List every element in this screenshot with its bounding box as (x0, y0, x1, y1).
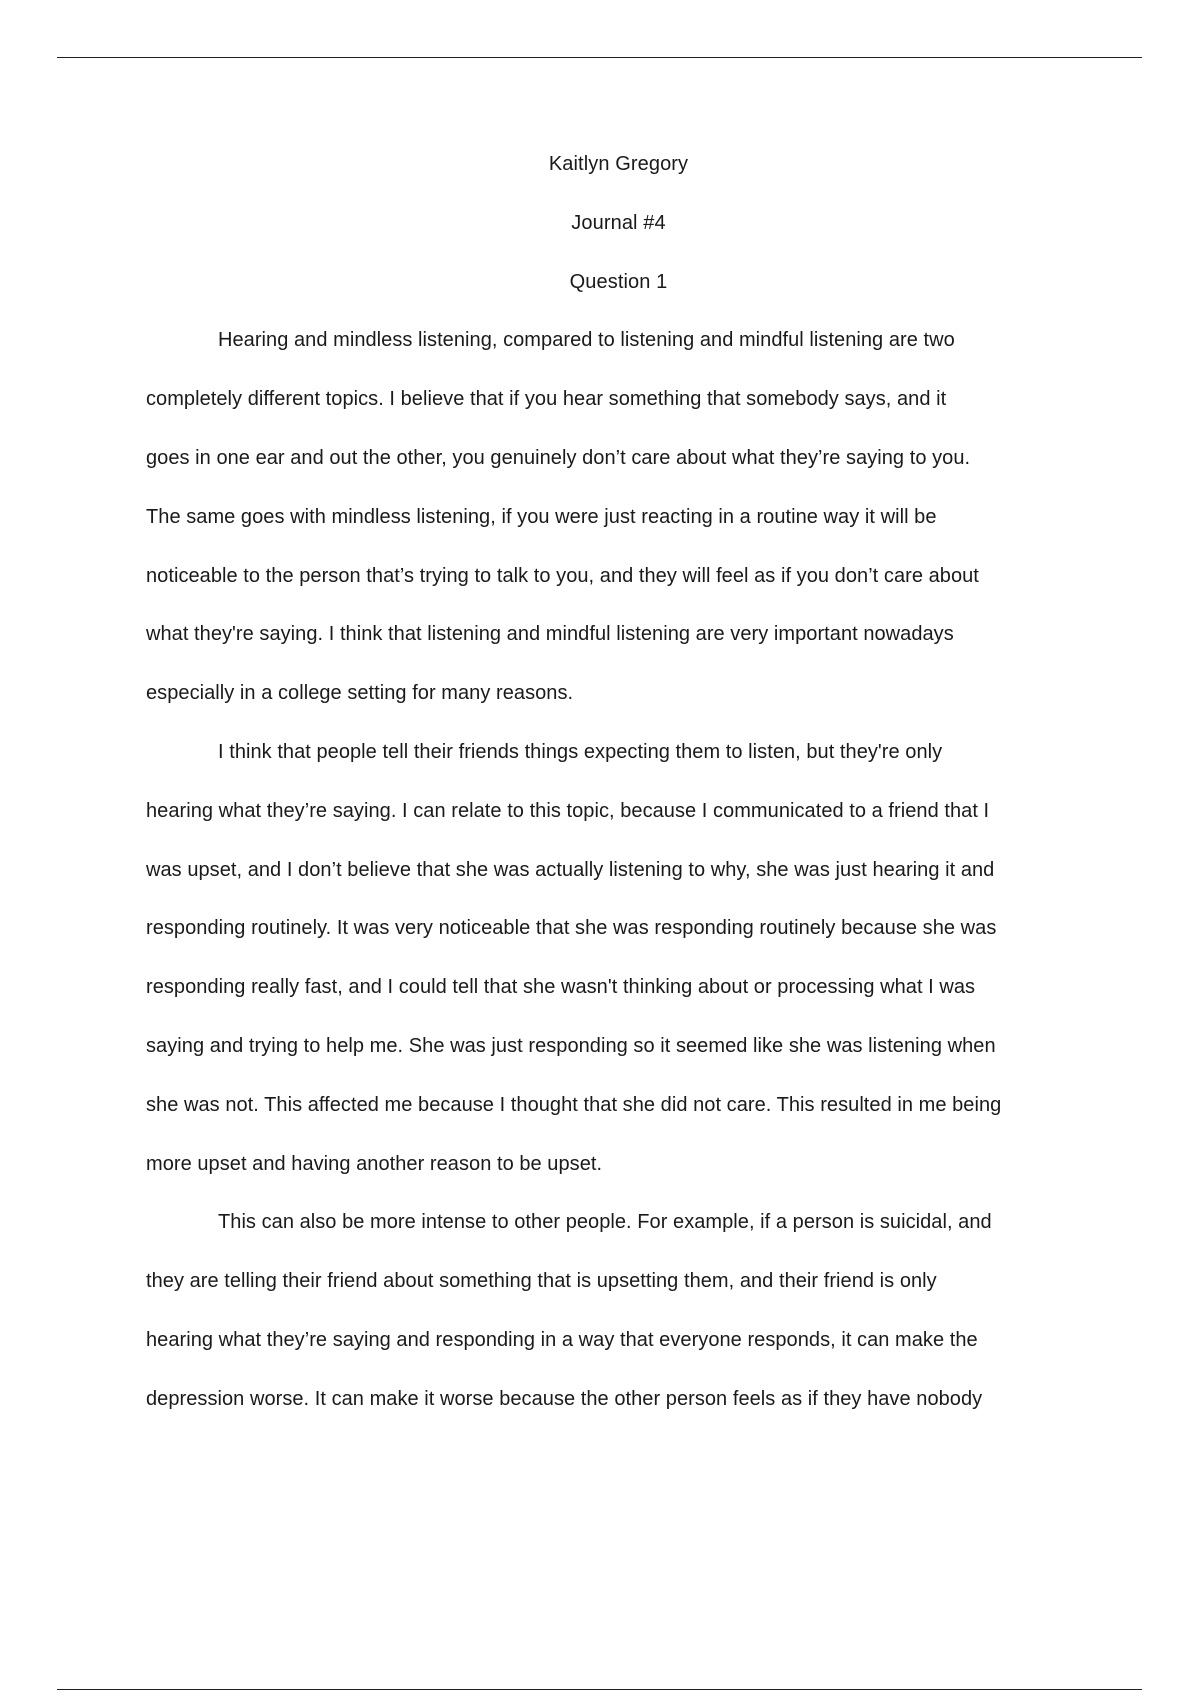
paragraph-line: hearing what they’re saying and responding in a way that everyone responds, it can make the (146, 1328, 978, 1351)
author-name: Kaitlyn Gregory (548, 153, 689, 175)
page-top-rule (57, 57, 1142, 58)
paragraph-line: especially in a college setting for many reasons. (146, 682, 574, 705)
paragraph-line: The same goes with mindless listening, if you were just reacting in a routine way it will be (146, 505, 937, 528)
paragraph-line: Hearing and mindless listening, compared to listening and mindful listening are two (218, 329, 955, 352)
paragraph-1 (146, 311, 1091, 723)
journal-title: Journal #4 (571, 211, 666, 234)
paragraph-line: hearing what they’re saying. I can relate to this topic, because I communicated to a friend that I (146, 799, 990, 822)
paragraph-line: they are telling their friend about something that is upsetting them, and their friend is only (146, 1270, 937, 1293)
paragraph-line: noticeable to the person that’s trying to talk to you, and they will feel as if you don’t care about (146, 564, 979, 587)
paragraph-line: responding routinely. It was very noticeable that she was responding routinely because she was (146, 917, 997, 940)
paragraph-line: completely different topics. I believe that if you hear something that somebody says, and it (146, 388, 947, 411)
paragraph-2 (146, 723, 1091, 1193)
paragraph-line: goes in one ear and out the other, you genuinely don’t care about what they’re saying to you. (146, 446, 971, 469)
paragraph-line: depression worse. It can make it worse because the other person feels as if they have nobody (146, 1387, 983, 1410)
paragraph-line: saying and trying to help me. She was just responding so it seemed like she was listening when (146, 1034, 996, 1057)
page-bottom-rule (57, 1689, 1142, 1690)
paragraph-line: I think that people tell their friends things expecting them to listen, but they're only (218, 740, 943, 763)
paragraph-line: was upset, and I don’t believe that she was actually listening to why, she was just hearing it and (146, 858, 995, 881)
question-heading: Question 1 (569, 270, 668, 293)
paragraph-line: she was not. This affected me because I thought that she did not care. This resulted in me being (146, 1093, 1002, 1116)
paragraph-line: what they're saying. I think that listening and mindful listening are very important nowadays (146, 623, 954, 646)
document-body (146, 135, 1091, 1429)
paragraph-line: responding really fast, and I could tell that she wasn't thinking about or processing what I was (146, 976, 976, 999)
paragraph-line: more upset and having another reason to be upset. (146, 1152, 603, 1175)
paragraph-3 (146, 1193, 1091, 1428)
paragraph-line: This can also be more intense to other people. For example, if a person is suicidal, and (218, 1211, 992, 1234)
